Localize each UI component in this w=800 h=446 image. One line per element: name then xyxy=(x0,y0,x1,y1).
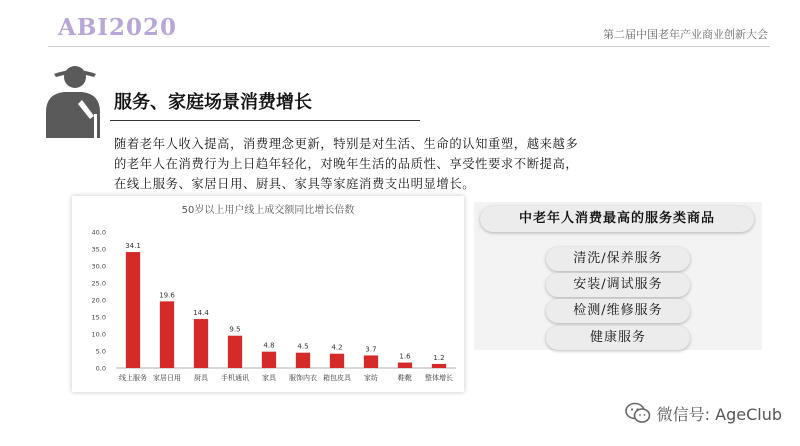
wechat-icon xyxy=(625,402,651,424)
y-tick-label: 40.0 xyxy=(91,228,106,237)
body-line: 在线上服务、家居日用、厨具、家具等家庭消费支出明显增长。 xyxy=(114,177,476,191)
bar xyxy=(160,301,174,368)
category-label: 家居日用 xyxy=(153,374,181,382)
service-panel-header: 中老年人消费最高的服务类商品 xyxy=(480,206,754,232)
section-title: 服务、家庭场景消费增长 xyxy=(114,92,312,113)
y-tick-label: 20.0 xyxy=(91,296,106,305)
bar xyxy=(228,336,242,368)
y-tick-label: 15.0 xyxy=(91,313,106,322)
bar xyxy=(364,355,378,368)
category-label: 线上服务 xyxy=(119,374,147,382)
data-label: 14.4 xyxy=(193,309,209,318)
bar xyxy=(296,353,310,368)
service-item: 检测/维修服务 xyxy=(546,299,690,323)
watermark-text: 微信号: AgeClub xyxy=(656,404,782,424)
body-line: 的老年人在消费行为上日趋年轻化，对晚年生活的品质性、享受性要求不断提高， xyxy=(114,157,579,171)
logo: ABI2020 xyxy=(58,14,178,41)
y-tick-label: 30.0 xyxy=(91,262,106,271)
elderly-person-icon xyxy=(42,64,108,138)
y-tick-label: 25.0 xyxy=(91,279,106,288)
bar-chart xyxy=(72,196,464,392)
category-label: 服饰内衣 xyxy=(289,374,317,382)
y-tick-label: 10.0 xyxy=(91,330,106,339)
data-label: 4.2 xyxy=(331,343,343,352)
bar xyxy=(398,363,412,368)
conference-title: 第二届中国老年产业商业创新大会 xyxy=(603,28,768,41)
category-label: 整体增长 xyxy=(425,374,453,382)
category-label: 家具 xyxy=(262,374,276,382)
chart-panel xyxy=(72,196,464,392)
y-tick-label: 5.0 xyxy=(95,347,106,356)
category-label: 鞋靴 xyxy=(398,374,412,382)
bar xyxy=(432,364,446,368)
bar xyxy=(126,252,140,368)
category-label: 家纺 xyxy=(364,374,378,382)
body-paragraph xyxy=(114,134,614,194)
data-label: 9.5 xyxy=(229,325,241,334)
header-divider xyxy=(48,46,770,47)
bar xyxy=(262,352,276,368)
y-tick-label: 35.0 xyxy=(91,245,106,254)
category-label: 手机通讯 xyxy=(221,374,249,382)
service-item: 安装/调试服务 xyxy=(546,273,690,297)
category-label: 箱包皮具 xyxy=(323,374,351,382)
bar xyxy=(330,354,344,368)
data-label: 4.5 xyxy=(297,342,309,351)
data-label: 1.2 xyxy=(433,353,445,362)
data-label: 34.1 xyxy=(125,242,141,251)
data-label: 19.6 xyxy=(159,291,175,300)
data-label: 4.8 xyxy=(263,341,275,350)
service-item: 健康服务 xyxy=(546,326,690,350)
bar xyxy=(194,319,208,368)
body-line: 随着老年人收入提高，消费理念更新，特别是对生活、生命的认知重塑，越来越多 xyxy=(114,137,579,151)
data-label: 3.7 xyxy=(365,345,377,354)
watermark xyxy=(625,400,782,426)
chart-title: 50岁以上用户线上成交额同比增长倍数 xyxy=(181,205,355,216)
category-label: 厨具 xyxy=(194,374,208,382)
title-underline xyxy=(110,120,420,121)
y-tick-label: 0.0 xyxy=(95,364,106,373)
data-label: 1.6 xyxy=(399,352,411,361)
service-item: 清洗/保养服务 xyxy=(546,247,690,271)
